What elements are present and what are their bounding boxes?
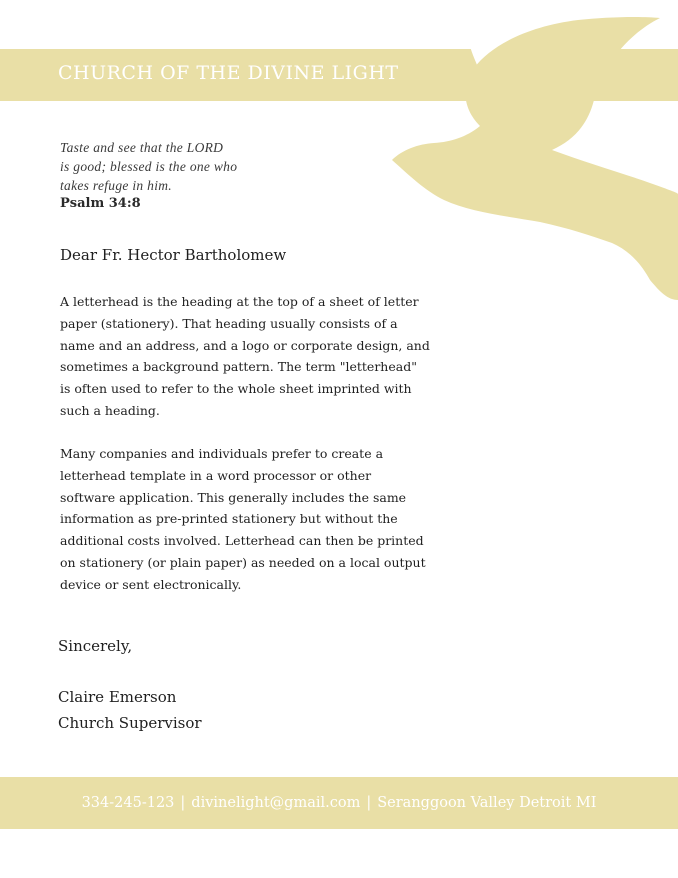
footer-separator: | bbox=[180, 795, 186, 811]
footer-phone: 334-245-123 bbox=[81, 795, 175, 811]
footer-address: Seranggoon Valley Detroit MI bbox=[377, 795, 597, 811]
verse-line: Taste and see that the LORD bbox=[60, 140, 224, 155]
signer-title: Church Supervisor bbox=[58, 714, 202, 732]
footer-separator: | bbox=[366, 795, 372, 811]
footer-email: divinelight@gmail.com bbox=[191, 795, 361, 811]
church-name: CHURCH OF THE DIVINE LIGHT bbox=[58, 62, 399, 84]
verse-line: is good; blessed is the one who bbox=[60, 159, 238, 174]
verse-line: takes refuge in him. bbox=[60, 178, 172, 193]
verse-reference: Psalm 34:8 bbox=[60, 196, 141, 211]
footer-contact bbox=[0, 777, 678, 829]
letter-paragraph: A letterhead is the heading at the top of a sheet of letter paper (stationery). That heading usually consists of a name and an address, and a logo or corporate design, and sometimes a background pattern. The term "letterhead" is often used to refer to the whole sheet imprinted with such a heading. bbox=[60, 294, 430, 418]
letter-greeting: Dear Fr. Hector Bartholomew bbox=[60, 246, 287, 264]
letter-closing: Sincerely, bbox=[58, 637, 133, 655]
signer-name: Claire Emerson bbox=[58, 688, 177, 706]
letter-paragraph: Many companies and individuals prefer to create a letterhead template in a word processor or other software application. This generally includes the same information as pre-printed stationery but without the additional costs involved. Letterhead can then be printed on stationery (or plain paper) as needed on a local output device or sent electronically. bbox=[60, 446, 426, 592]
scripture-verse bbox=[60, 138, 280, 195]
